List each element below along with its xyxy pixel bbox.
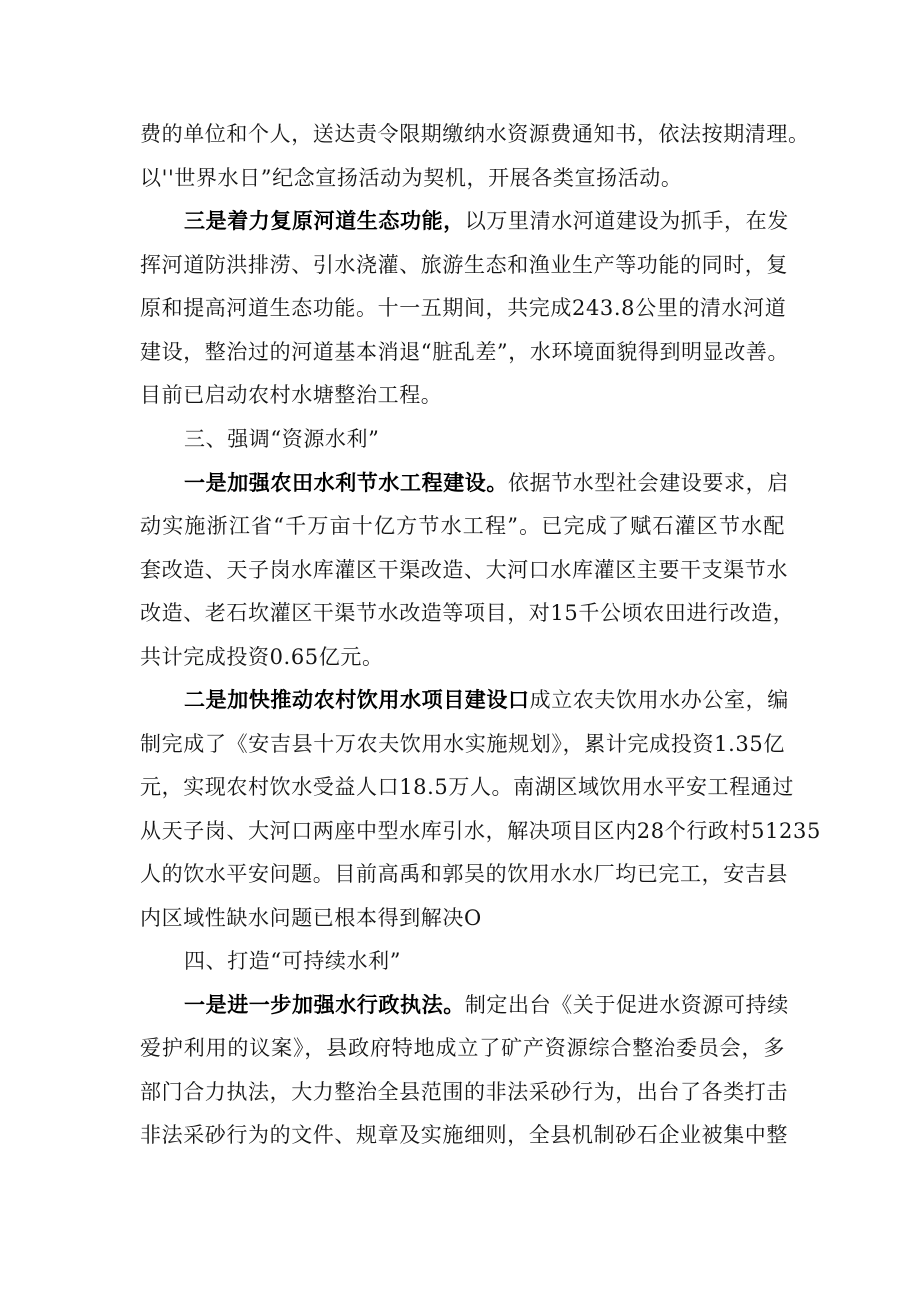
section-heading [184,417,785,461]
section-heading [184,939,785,983]
paragraph-first-line [184,678,789,722]
text-line [140,765,794,809]
line-text: 爱护利用的议案》，县政府特地成立了矿产资源综合整治委员会，多 [140,1036,785,1060]
text-line [140,809,821,853]
line-text: 原和提高河道生态功能。十一五期间，共完成243.8公里的清水河道 [140,296,787,320]
line-text: 人的饮水平安问题。目前高禹和郭吴的饮用水水厂均已完工，安吉县 [140,862,788,886]
line-text: 部门合力执法，大力整治全县范围的非法采砂行为，出台了各类打击 [140,1080,788,1104]
text-line [140,635,785,679]
line-text: 非法采砂行为的文件、规章及实施细则，全县机制砂石企业被集中整 [140,1123,788,1147]
line-text: 成立农夫饮用水办公室，编 [529,688,789,712]
bold-lead: 一是进一步加强水行政执法。 [184,992,465,1017]
bold-lead: 一是加强农田水利节水工程建设。 [184,470,508,495]
line-text: 以''世界水日”纪念宣扬活动为契机，开展各类宣扬活动。 [140,166,683,190]
text-line [140,896,785,940]
text-line [140,722,785,766]
line-text: 制定出台《关于促进水资源可持续 [464,993,789,1017]
text-line [140,852,788,896]
line-text: 内区域性缺水问题已根本得到解决O [140,906,482,930]
text-line [140,504,785,548]
text-line [140,373,785,417]
line-text: 套改造、天子岗水库灌区干渠改造、大河口水库灌区主要干支渠节水 [140,558,788,582]
line-text: 共计完成投资0.65亿元。 [140,645,384,669]
text-line [140,112,810,156]
line-text: 以万里清水河道建设为抓手，在发 [464,209,789,233]
line-text: 三、强调“资源水利” [184,427,380,451]
line-text: 改造、老石坎灌区干渠节水改造等项目，对15千公顷农田进行改造， [140,601,795,625]
text-line [140,286,785,330]
line-text: 元，实现农村饮水受益人口18.5万人。南湖区域饮用水平安工程通过 [140,775,794,799]
paragraph-first-line [184,199,789,243]
line-text: 制完成了《安吉县十万农夫饮用水实施规划》，累计完成投资1.35亿 [140,732,785,756]
paragraph-first-line [184,983,789,1027]
text-line [140,1113,788,1157]
line-text: 依据节水型社会建设要求，启 [508,471,789,495]
text-line [140,1070,788,1114]
paragraph-first-line [184,461,789,505]
line-text: 目前已启动农村水塘整治工程。 [140,383,443,407]
text-line [140,330,790,374]
line-text: 建设，整治过的河道基本消退“脏乱差”，水环境面貌得到明显改善。 [140,340,790,364]
line-text: 挥河道防洪排涝、引水浇灌、旅游生态和渔业生产等功能的同时，复 [140,253,788,277]
line-text: 从天子岗、大河口两座中型水库引水，解决项目区内28个行政村51235 [140,819,821,843]
text-line [140,591,795,635]
text-line [140,243,788,287]
line-text: 费的单位和个人，送达责令限期缴纳水资源费通知书，依法按期清理。 [140,122,810,146]
bold-lead: 三是着力复原河道生态功能， [184,208,465,233]
text-line [140,156,785,200]
bold-lead: 二是加快推动农村饮用水项目建设口 [184,687,530,712]
text-line [140,548,788,592]
text-line [140,1026,785,1070]
line-text: 动实施浙江省“千万亩十亿方节水工程”。已完成了赋石灌区节水配 [140,514,785,538]
line-text: 四、打造“可持续水利” [184,949,402,973]
